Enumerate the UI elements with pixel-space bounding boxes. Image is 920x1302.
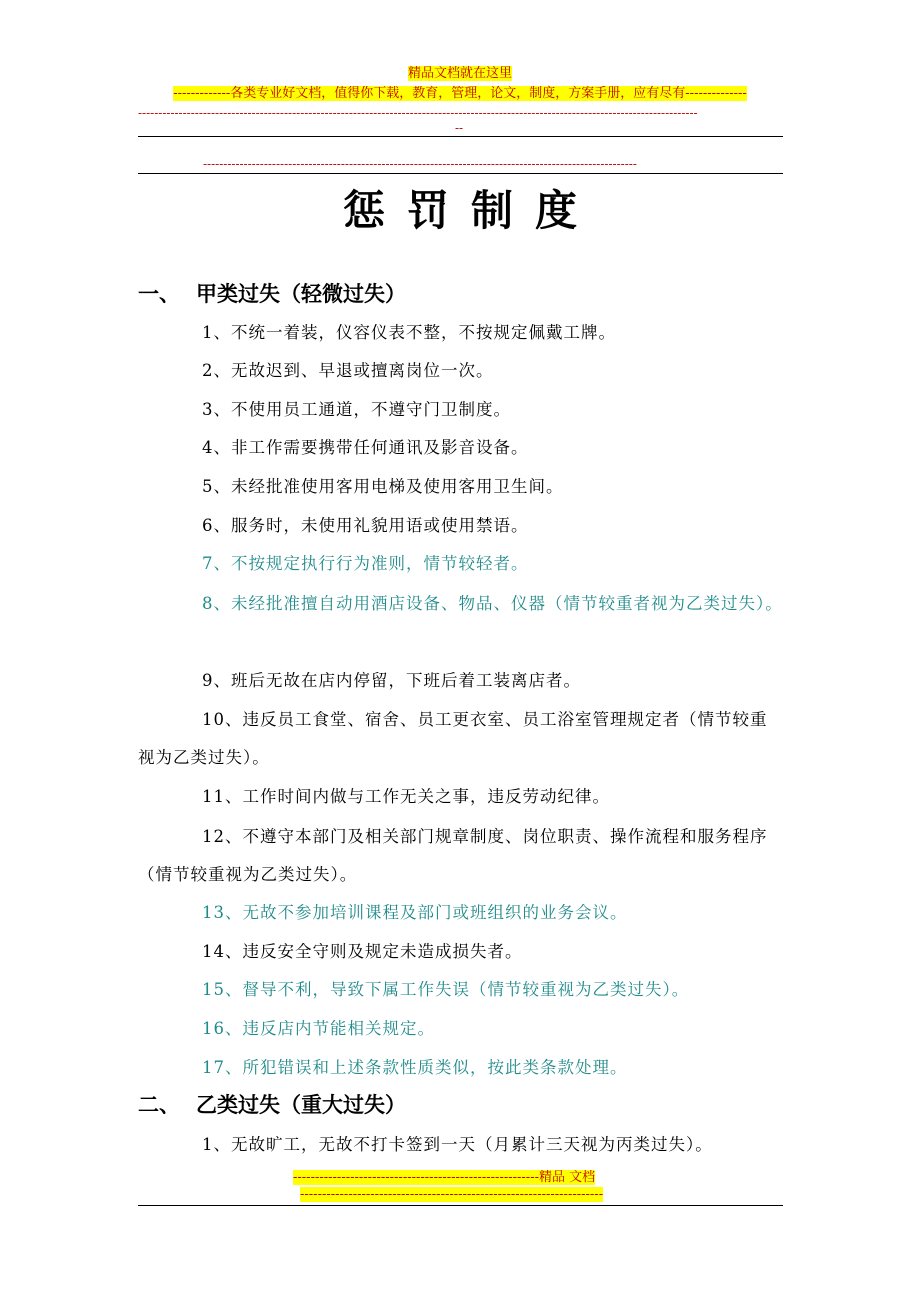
footer-dashes: -------------------------------------------------------- <box>293 1170 539 1185</box>
list-item: 15、督导不利，导致下属工作失误（情节较重视为乙类过失）。 <box>202 980 690 999</box>
header-banner-title <box>0 66 920 82</box>
list-item: 3、不使用员工通道，不遵守门卫制度。 <box>202 400 511 419</box>
footer-rule <box>138 1205 783 1206</box>
list-item: 17、所犯错误和上述条款性质类似，按此类条款处理。 <box>202 1058 628 1077</box>
list-item: 7、不按规定执行行为准则，情节较轻者。 <box>202 554 529 573</box>
list-item: 1、不统一着装，仪容仪表不整，不按规定佩戴工牌。 <box>202 323 616 342</box>
section-number: 一、 <box>138 282 180 306</box>
list-item: 13、无故不参加培训课程及部门或班组织的业务会议。 <box>202 903 628 922</box>
document-title: 惩罚制度 <box>342 186 599 235</box>
header-dash-line-2: ----------------------------------------------------------------------------------------------------------- <box>203 157 637 171</box>
list-item: 14、违反安全守则及规定未造成损失者。 <box>202 942 523 961</box>
section-heading-a <box>138 279 406 309</box>
list-item: 12、不遵守本部门及相关部门规章制度、岗位职责、操作流程和服务程序（情节较重视为乙类过失）。 <box>138 827 768 884</box>
header-dash-line-tail: -- <box>455 121 464 135</box>
list-item: 11、工作时间内做与工作无关之事，违反劳动纪律。 <box>202 787 610 806</box>
list-item: 9、班后无故在店内停留，下班后着工装离店者。 <box>202 671 581 690</box>
footer-line-2 <box>300 1187 603 1203</box>
header-rule-top <box>138 136 783 137</box>
header-dash-line: ------------------------------------------------------------------------------------------------------------------------------------------ <box>138 106 698 120</box>
footer-line-1 <box>293 1170 595 1186</box>
header-rule-bottom <box>138 173 783 174</box>
list-item: 8、未经批准擅自动用酒店设备、物品、仪器（情节较重者视为乙类过失）。 <box>202 594 783 613</box>
section-heading-b <box>138 1090 406 1120</box>
footer-label: 精品 文档 <box>538 1170 596 1185</box>
list-item: 16、违反店内节能相关规定。 <box>202 1019 435 1038</box>
header-title-text: 精品文档就在这里 <box>407 66 512 81</box>
list-item: 2、无故迟到、早退或擅离岗位一次。 <box>202 361 494 380</box>
list-item: 5、未经批准使用客用电梯及使用客用卫生间。 <box>202 477 564 496</box>
list-item: 6、服务时，未使用礼貌用语或使用禁语。 <box>202 516 529 535</box>
list-item: 4、非工作需要携带任何通讯及影音设备。 <box>202 438 529 457</box>
section-title: 乙类过失（重大过失） <box>196 1093 406 1117</box>
list-item: 1、无故旷工，无故不打卡签到一天（月累计三天视为丙类过失）。 <box>202 1135 713 1154</box>
footer-dashes-2: --------------------------------------------------------------------- <box>300 1187 604 1202</box>
list-item: 10、违反员工食堂、宿舍、员工更衣室、员工浴室管理规定者（情节较重视为乙类过失）。 <box>138 710 768 767</box>
section-title: 甲类过失（轻微过失） <box>196 282 406 306</box>
section-number: 二、 <box>138 1093 180 1117</box>
header-tagline-text: -------------各类专业好文档，值得你下载，教育，管理，论文，制度，方案手册，应有尽有-------------- <box>173 86 747 101</box>
header-banner-tagline <box>0 86 920 102</box>
